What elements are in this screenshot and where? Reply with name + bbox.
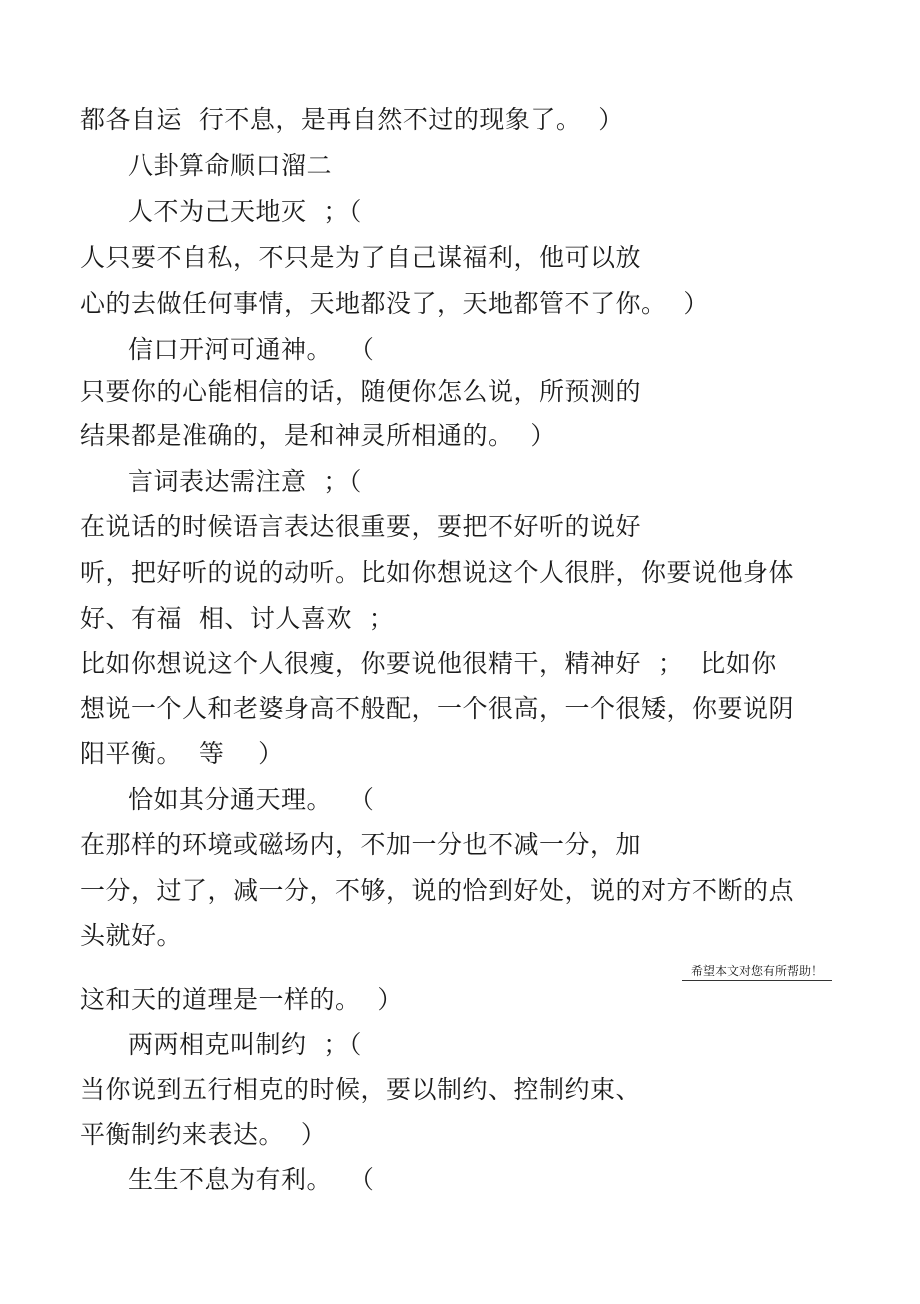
text-line: 想说一个人和老婆身高不般配，一个很高，一个很矮，你要说阴 [80,694,795,723]
verse-line: 信口开河可通神。 （ [128,335,375,364]
text-line: 好、有福 相、讨人喜欢 ； [80,604,395,633]
text-line: 阳平衡。 等 ） [80,739,284,768]
text-line: 在说话的时候语言表达很重要，要把不好听的说好 [80,512,642,541]
text-line: 一分，过了，减一分，不够，说的恰到好处，说的对方不断的点 [80,876,795,905]
verse-line: 恰如其分通天理。 （ [128,785,375,814]
text-line: 心的去做任何事情，天地都没了，天地都管不了你。 ） [80,289,709,318]
text-line: 听，把好听的说的动听。比如你想说这个人很胖，你要说他身体 [80,558,795,587]
text-line: 都各自运 行不息，是再自然不过的现象了。 ） [80,105,624,134]
text-line: 当你说到五行相克的时候，要以制约、控制约束、 [80,1075,642,1104]
section-heading: 八卦算命顺口溜二 [128,151,333,180]
footer-note: 希望本文对您有所帮助！ [682,963,832,981]
text-line: 只要你的心能相信的话，随便你怎么说，所预测的 [80,377,642,406]
text-line: 结果都是准确的，是和神灵所相通的。 ） [80,421,556,450]
text-line: 头就好。 [80,921,183,950]
verse-line: 两两相克叫制约 ；（ [128,1030,362,1059]
text-line: 平衡制约来表达。 ） [80,1120,327,1149]
verse-line: 人不为己天地灭 ；（ [128,197,362,226]
text-line: 人只要不自私，不只是为了自己谋福利，他可以放 [80,243,642,272]
text-line: 这和天的道理是一样的。 ） [80,985,403,1014]
text-line: 在那样的环境或磁场内，不加一分也不减一分，加 [80,830,642,859]
verse-line: 生生不息为有利。 （ [128,1165,375,1194]
verse-line: 言词表达需注意 ；（ [128,467,362,496]
text-line: 比如你想说这个人很瘦，你要说他很精干，精神好 ； 比如你 [80,649,777,678]
